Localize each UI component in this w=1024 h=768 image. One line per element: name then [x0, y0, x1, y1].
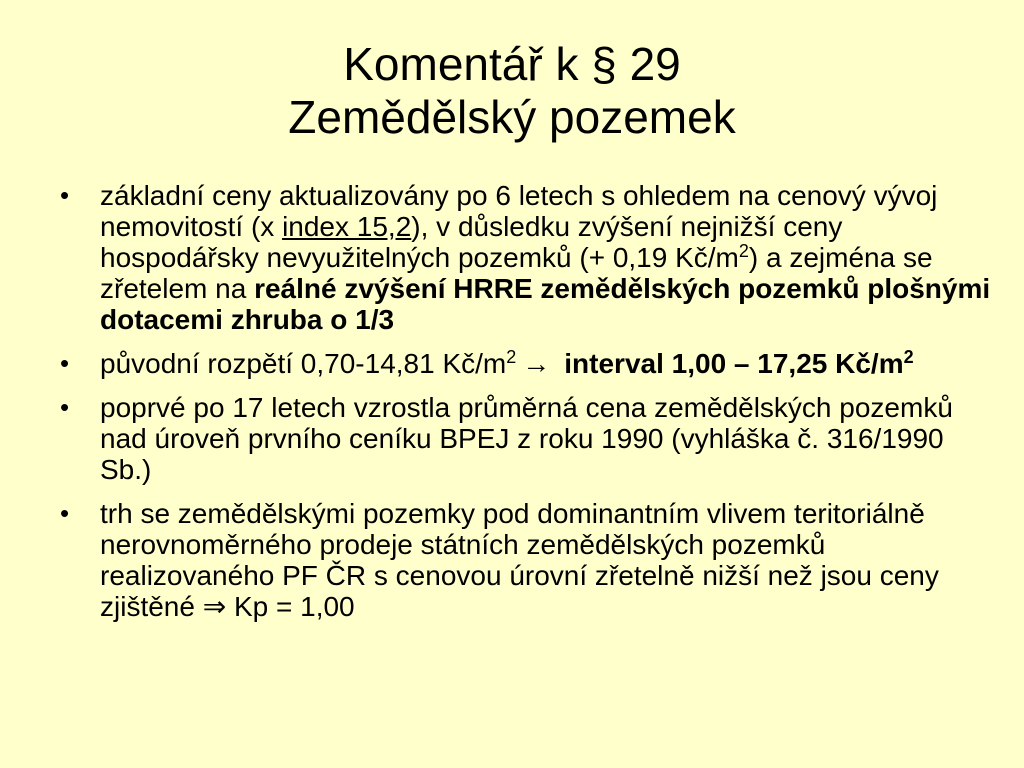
bullet-text: základní ceny aktualizovány po 6 letech s ohledem na cenový vývoj nemovitostí (x	[100, 180, 938, 242]
bullet-text: poprvé po 17 letech vzrostla průměrná cena zemědělských pozemků nad úroveň prvního ceníku BPEJ z roku 1990 (vyhláška č. 316/1990 Sb.)	[100, 392, 953, 485]
bullet-text: ), v důsledku zvýšení nejnižší ceny hospodářsky nevyužitelných pozemků (+ 0,19 Kč/m	[100, 211, 843, 273]
bullet-text: ) a zejména se zřetelem na	[100, 242, 933, 304]
bullet-text: původní rozpětí 0,70-14,81 Kč/m	[100, 348, 507, 379]
bullet-text: Kp = 1,00	[226, 591, 355, 622]
arrow-right-icon: →	[522, 348, 551, 379]
bullet-icon: •	[60, 180, 70, 210]
bullet-item-3	[58, 392, 998, 485]
bullet-list	[58, 180, 998, 635]
bullet-underlined-text: index 15,2	[282, 211, 412, 242]
title-line-2: Zemědělský pozemek	[288, 91, 736, 143]
bullet-text: trh se zemědělskými pozemky pod dominantním vlivem teritoriálně nerovnoměrného prodeje státních zemědělských pozemků realizovaného PF ČR s cenovou úrovní zřetelně nižší než jsou ceny zjištěné	[100, 498, 939, 622]
bullet-bold-text: reálné zvýšení HRRE zemědělských pozemků plošnými dotacemi zhruba o 1/3	[100, 273, 991, 335]
slide-title	[0, 38, 1024, 144]
title-line-1: Komentář k § 29	[343, 38, 681, 90]
bullet-icon: •	[60, 392, 70, 422]
implies-arrow-icon: ⇒	[202, 591, 227, 622]
bullet-bold-text: interval 1,00 – 17,25 Kč/m	[564, 348, 904, 379]
superscript: 2	[506, 347, 517, 367]
bullet-item-1	[58, 180, 998, 335]
bullet-item-4	[58, 498, 998, 622]
bullet-icon: •	[60, 498, 70, 528]
superscript: 2	[903, 347, 914, 367]
bullet-item-2	[58, 348, 998, 379]
superscript: 2	[738, 241, 749, 261]
bullet-icon: •	[60, 348, 70, 378]
